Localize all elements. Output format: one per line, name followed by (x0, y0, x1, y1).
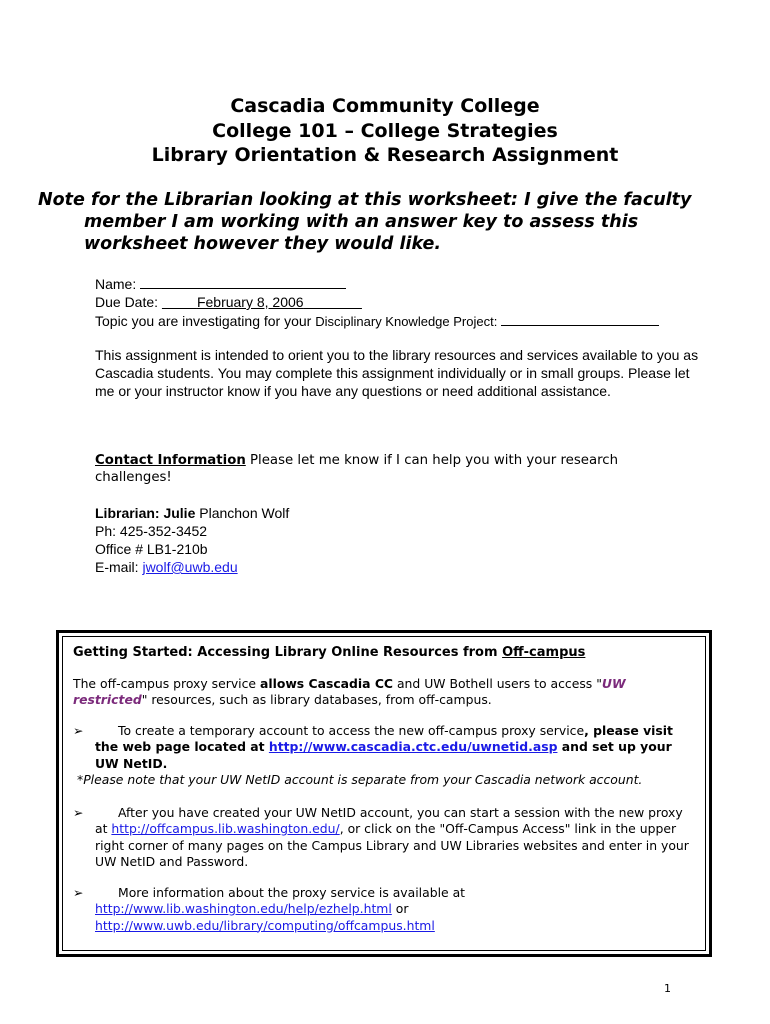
uwnetid-link[interactable]: http://www.cascadia.ctc.edu/uwnetid.asp (268, 739, 558, 754)
bullet1-text-c: and set up your UW NetID. (95, 739, 672, 771)
box-heading-text: Getting Started: Accessing Library Online Resources from (73, 645, 503, 660)
ezhelp-link[interactable]: http://www.lib.washington.edu/help/ezhelp.html (95, 901, 392, 916)
librarian-surname: Planchon Wolf (195, 505, 290, 521)
course-name: College 101 – College Strategies (212, 119, 558, 142)
contact-text: Please let me know if I can help you with your research challenges! (95, 453, 619, 485)
page-number: 1 (664, 982, 671, 995)
librarian-info (95, 504, 495, 576)
bullet-more-info (73, 885, 693, 935)
arrow-bullet-icon: ➢ (73, 804, 84, 820)
due-date-value: February 8, 2006 (196, 294, 304, 310)
intro-paragraph: This assignment is intended to orient you to the library resources and services available to you as Cascadia students. You may complete this assignment individually or in small groups. Please let me or your instructor know if you have any questions or need additional assistance. (95, 347, 699, 399)
bullet1-text-a: To create a temporary account to access the new off-campus proxy service (118, 722, 585, 738)
contact-heading: Contact Information (95, 453, 246, 468)
document-title (0, 94, 770, 168)
topic-field (95, 311, 715, 331)
email-link[interactable]: jwolf@uwb.edu (142, 559, 238, 575)
college-name: Cascadia Community College (230, 95, 540, 117)
proxy-text-b: allows Cascadia CC (259, 675, 394, 691)
bullet1-text-b: , please visit the web page located at (95, 722, 673, 754)
librarian-note: Note for the Librarian looking at this worksheet: I give the faculty member I am working with an answer key to assess this worksheet however they would like. (38, 190, 692, 254)
bullet2-text-b: , or click on the "Off-Campus Access" link in the upper right corner of many pages on the Campus Library and UW Libraries websites and enter in your UW NetID and Password. (95, 821, 689, 869)
librarian-email-line (95, 558, 495, 576)
due-date-field (95, 293, 715, 311)
topic-blank[interactable] (501, 311, 659, 326)
name-label: Name: (95, 276, 141, 292)
name-blank[interactable] (140, 274, 346, 289)
proxy-text-a: The off-campus proxy service (73, 675, 260, 691)
librarian-phone: Ph: 425-352-3452 (95, 523, 208, 539)
getting-started-content (73, 645, 693, 934)
arrow-bullet-icon: ➢ (73, 722, 84, 738)
contact-info (95, 452, 675, 486)
uwb-offcampus-link[interactable]: http://www.uwb.edu/library/computing/offcampus.html (95, 917, 435, 933)
librarian-name (95, 504, 495, 522)
box-heading (73, 645, 693, 662)
box-heading-offcampus: Off-campus (502, 645, 586, 660)
bullet3-or: or (391, 901, 409, 916)
bullet-start-session (73, 805, 693, 871)
proxy-description (73, 676, 693, 709)
netid-note: *Please note that your UW NetID account is separate from your Cascadia network account. (77, 772, 643, 787)
proxy-text-e: " resources, such as library databases, from off-campus. (141, 692, 492, 707)
offcampus-link[interactable]: http://offcampus.lib.washington.edu/ (111, 821, 340, 836)
bullet3-text: More information about the proxy service is available at (118, 884, 466, 900)
due-date-label: Due Date: (95, 294, 162, 310)
topic-label: Topic you are investigating for your (95, 313, 316, 329)
assignment-title: Library Orientation & Research Assignment (151, 144, 619, 166)
uw-restricted-label: UW restricted (73, 675, 626, 707)
bullet-create-account (73, 723, 693, 773)
arrow-bullet-icon: ➢ (73, 884, 84, 900)
proxy-text-c: and UW Bothell users to access " (393, 675, 602, 691)
name-field (95, 274, 715, 293)
librarian-office: Office # LB1-210b (95, 541, 208, 557)
email-label: E-mail: (95, 559, 143, 575)
form-fields (95, 274, 715, 331)
bullet2-text-a: After you have created your UW NetID account, you can start a session with the new proxy at (95, 804, 683, 836)
topic-project-label: Disciplinary Knowledge Project: (315, 314, 501, 329)
librarian-label: Librarian: Julie (95, 505, 196, 521)
